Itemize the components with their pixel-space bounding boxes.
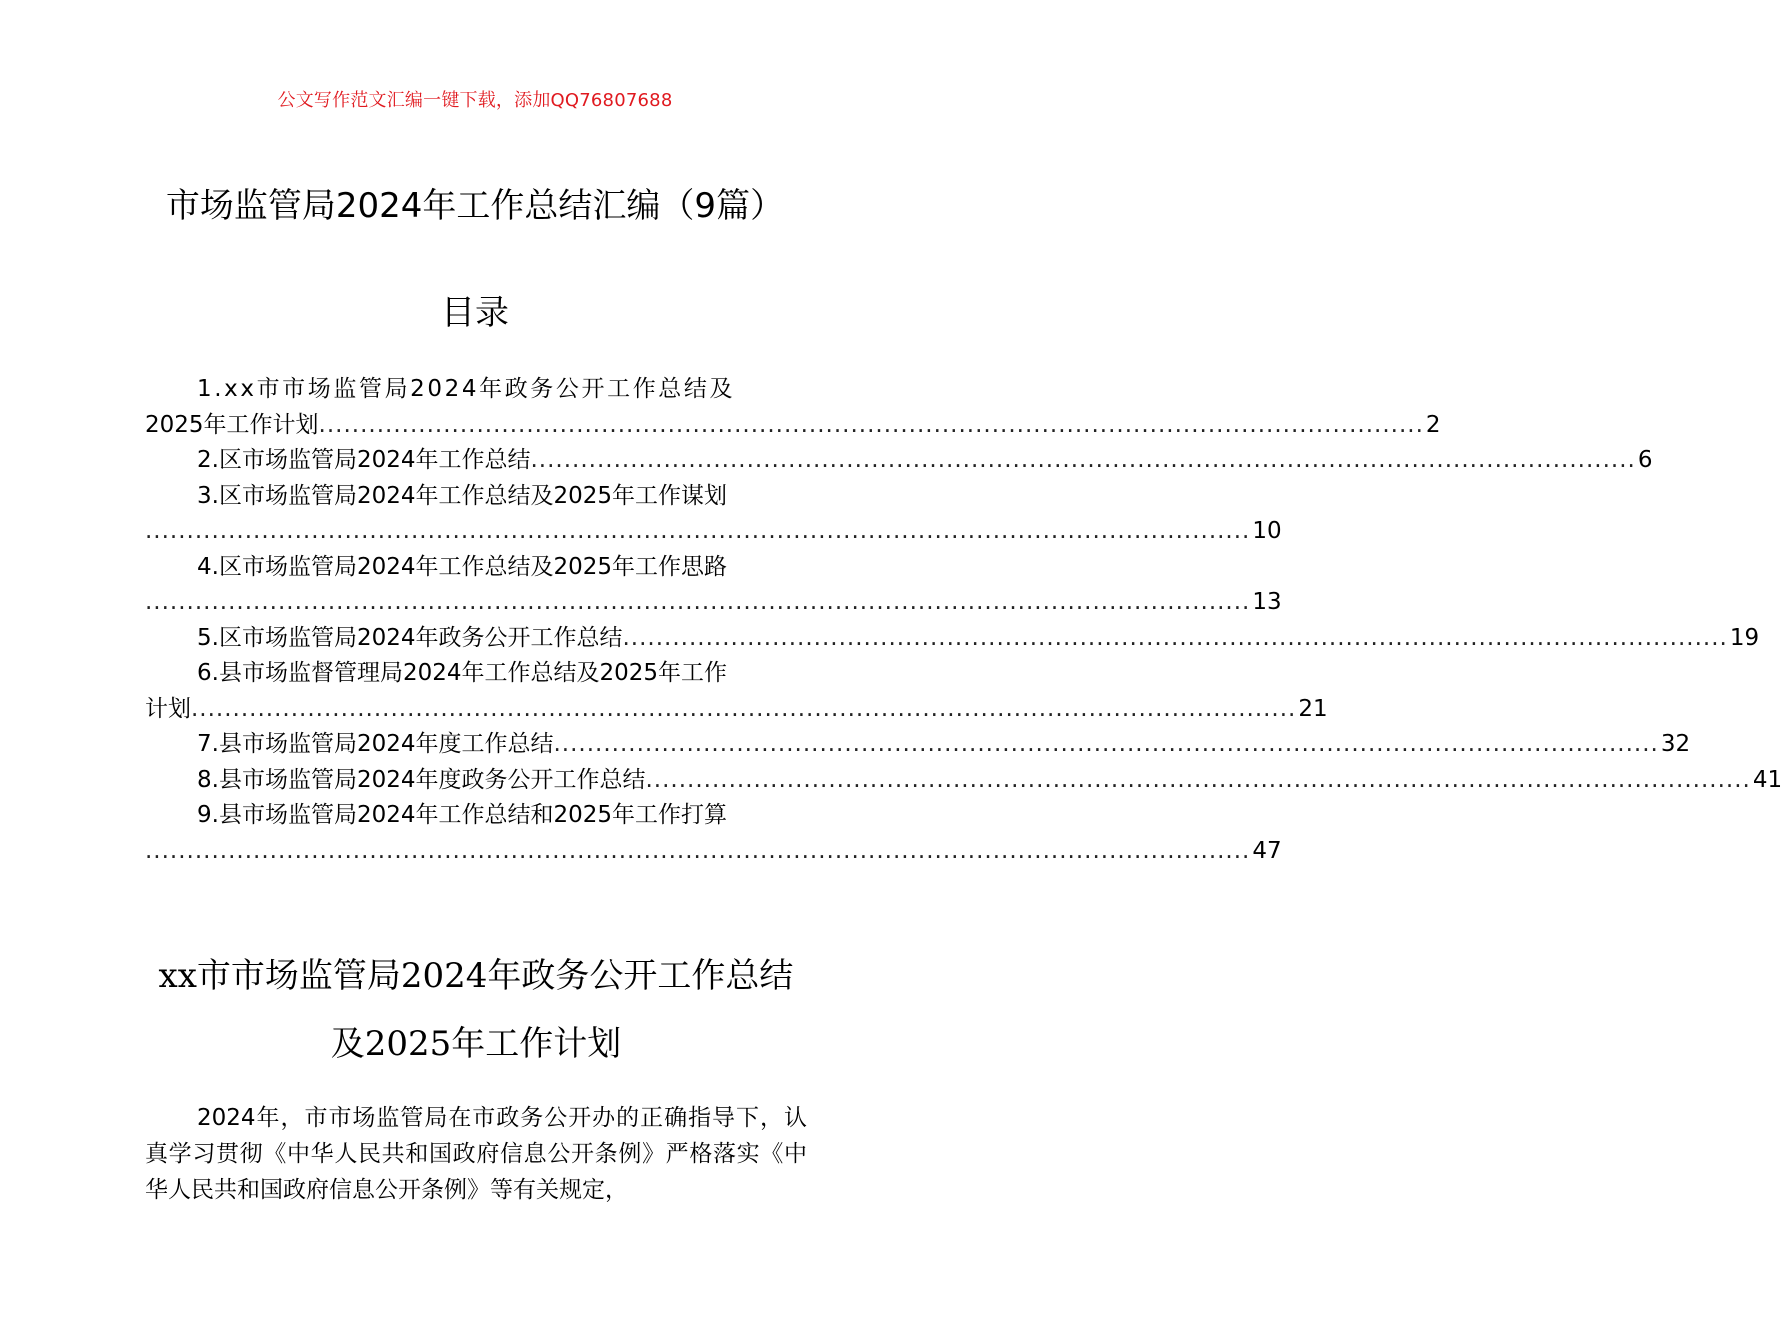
toc-entry-5[interactable]	[145, 621, 1760, 657]
toc-entry-title: 4.区市场监管局2024年工作总结及2025年工作思路	[197, 553, 728, 580]
toc-entry-title: 1.xx市市场监管局2024年政务公开工作总结及	[197, 376, 736, 402]
toc-entry-2[interactable]	[145, 443, 1653, 479]
toc-entry-title: 7.县市场监管局2024年度工作总结	[197, 731, 554, 757]
document-title: 市场监管局2024年工作总结汇编（9篇）	[165, 186, 785, 226]
toc-entry-title: 9.县市场监管局2024年工作总结和2025年工作打算	[197, 802, 728, 828]
toc-page-number: 41	[1752, 766, 1782, 793]
toc-entry-7[interactable]	[145, 727, 1691, 763]
toc-entry-title: 5.区市场监管局2024年政务公开工作总结	[197, 624, 623, 651]
article-title-line-1: xx市市场监管局2024年政务公开工作总结	[158, 956, 794, 996]
toc-leader: .....................................................................................................................................	[622, 624, 1728, 651]
table-of-contents	[145, 372, 1782, 869]
toc-leader: .....................................................................................................................................	[645, 766, 1751, 793]
toc-heading: 目录	[441, 293, 509, 333]
toc-entry-8[interactable]	[145, 763, 1782, 799]
toc-entry-3[interactable]	[145, 479, 1282, 550]
toc-entry-title: 2.区市场监管局2024年工作总结	[197, 447, 531, 473]
article-title-line-2: 及2025年工作计划	[330, 1024, 622, 1064]
toc-entry-title: 8.县市场监管局2024年度政务公开工作总结	[197, 766, 646, 793]
toc-leader: .....................................................................................................................................	[530, 447, 1636, 473]
toc-entry-title-cont: 计划	[145, 695, 191, 722]
toc-entry-1[interactable]	[145, 372, 1441, 443]
toc-entry-title: 3.区市场监管局2024年工作总结及2025年工作谋划	[197, 482, 728, 509]
toc-leader: .....................................................................................................................................	[145, 518, 1251, 544]
toc-page-number: 19	[1729, 624, 1760, 651]
toc-entry-title-cont: 2025年工作计划	[145, 411, 319, 438]
toc-page-number: 2	[1425, 411, 1441, 438]
toc-page-number: 32	[1660, 731, 1691, 757]
toc-entry-4[interactable]	[145, 550, 1282, 621]
toc-page-number: 10	[1252, 518, 1282, 544]
toc-leader: .....................................................................................................................................	[145, 589, 1251, 615]
toc-leader: .....................................................................................................................................	[191, 695, 1297, 722]
toc-leader: .....................................................................................................................................	[553, 731, 1659, 757]
article-body: 2024年，市市场监管局在市政务公开办的正确指导下，认真学习贯彻《中华人民共和国政府信息公开条例》严格落实《中华人民共和国政府信息公开条例》等有关规定，	[145, 1105, 807, 1203]
toc-entry-6[interactable]	[145, 656, 1328, 727]
download-banner[interactable]: 公文写作范文汇编一键下载，添加QQ76807688	[277, 90, 673, 111]
toc-page-number: 21	[1298, 695, 1328, 722]
toc-entry-title: 6.县市场监督管理局2024年工作总结及2025年工作	[197, 660, 728, 686]
toc-page-number: 13	[1252, 589, 1282, 615]
article-title	[145, 942, 807, 1078]
toc-leader: .....................................................................................................................................	[318, 411, 1424, 438]
toc-page-number: 6	[1637, 447, 1653, 473]
toc-page-number: 47	[1252, 837, 1282, 864]
toc-leader: .....................................................................................................................................	[145, 837, 1251, 864]
toc-entry-9[interactable]	[145, 798, 1282, 869]
